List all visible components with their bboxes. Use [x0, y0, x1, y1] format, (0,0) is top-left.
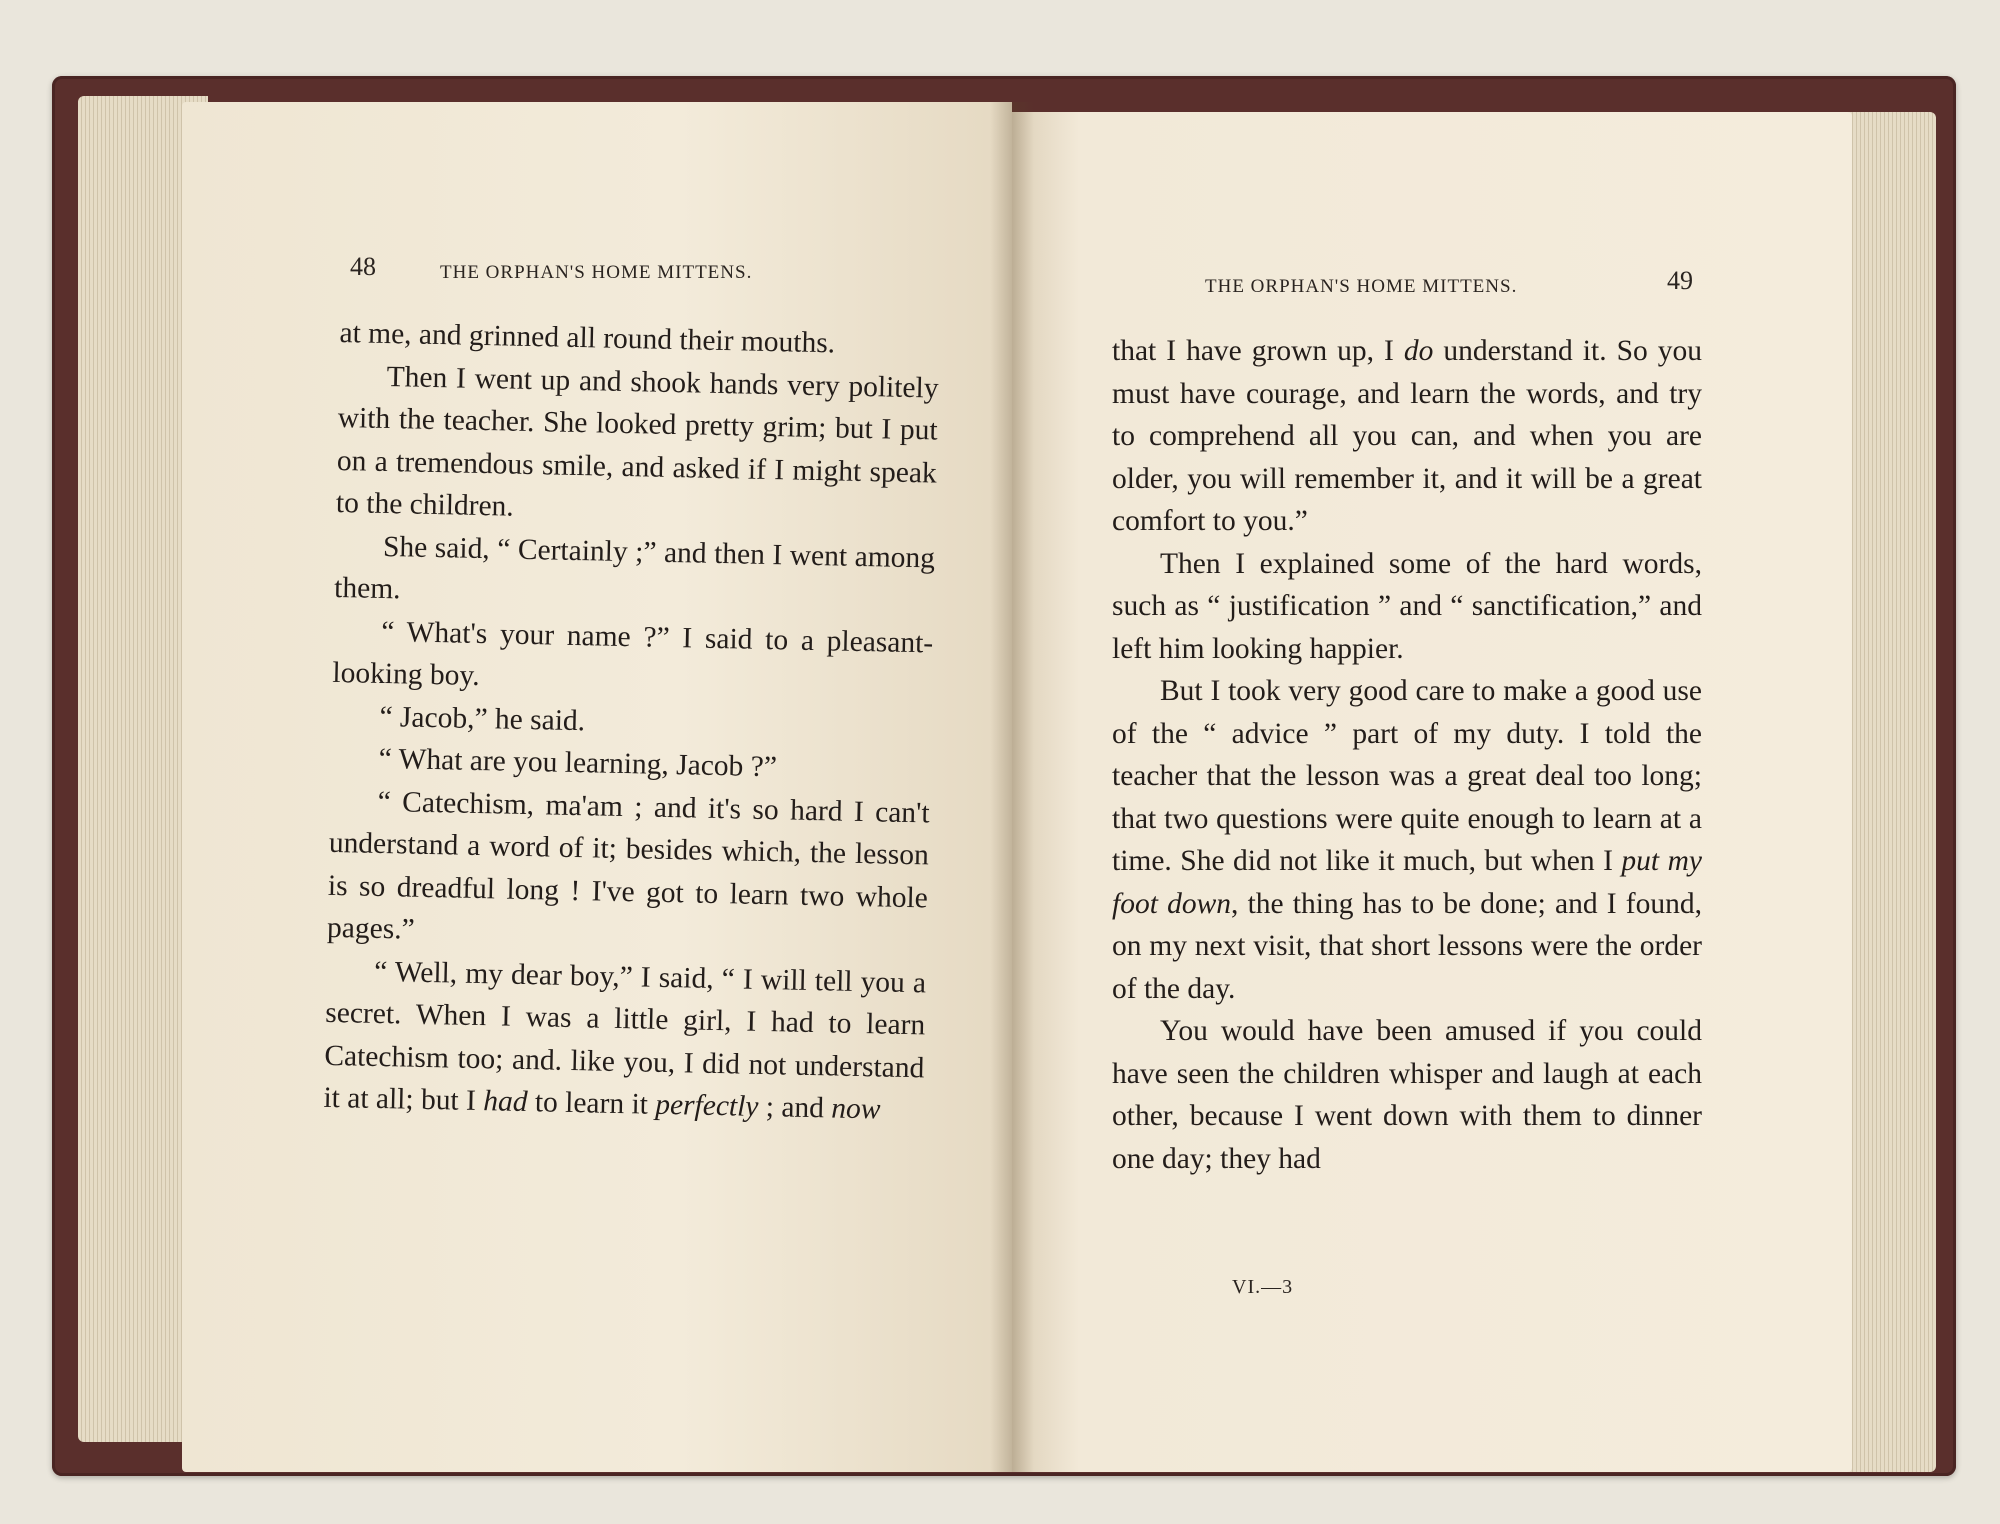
paragraph: at me, and grinned all round their mouths.: [339, 316, 836, 360]
right-running-head: THE ORPHAN'S HOME MITTENS.: [1205, 276, 1518, 297]
text-run: understand it. So you must have courage, and learn the words, and try to comprehend all you can, and when you are older, you will remember it, and it will be a great comfort to you.”: [1112, 335, 1702, 537]
paragraph: You would have been amused if you could have seen the children whisper and laugh at each other, because I went down with them to dinner one day; they had: [1112, 1015, 1702, 1175]
italic-run: now: [831, 1092, 881, 1126]
page-edges-right: [1840, 112, 1936, 1472]
left-page-text: [323, 312, 940, 1132]
text-run: But I took very good care to make a good use of the “ advice ” part of my duty. I told the teacher that the lesson was a great deal too long; that two questions were quite enough to learn at a time. She did not like it much, but when I: [1112, 675, 1702, 877]
text-run: ; and: [758, 1090, 832, 1125]
paragraph: “ Jacob,” he said.: [379, 700, 586, 737]
left-page-number: 48: [350, 252, 376, 281]
text-run: to learn it: [527, 1086, 656, 1121]
paragraph: “ Catechism, ma'am ; and it's so hard I can't understand a word of it; besides which, the lesson is so dreadful long ! I've got to learn two whole pages.”: [326, 785, 930, 946]
paragraph-last: [323, 949, 926, 1132]
right-page-number: 49: [1667, 266, 1693, 295]
text-run: , the thing has to be done; and I found, on my next visit, that short lessons were the order of the day.: [1112, 887, 1703, 1005]
italic-run: do: [1403, 335, 1434, 367]
paragraph: “ What are you learning, Jacob ?”: [378, 742, 778, 784]
paragraph: [1112, 330, 1702, 543]
paragraph: She said, “ Certainly ;” and then I went among them.: [333, 530, 936, 606]
italic-run: put my foot down: [1112, 845, 1702, 920]
text-run: that I have grown up, I: [1112, 335, 1404, 367]
paragraph: Then I went up and shook hands very politely with the teacher. She looked pretty grim; but I put on a tremendous smile, and asked if I might speak to the children.: [335, 360, 939, 523]
right-page-text: [1112, 330, 1702, 1180]
text-run: “ Well, my dear boy,” I said, “ I will tell you a secret. When I was a little girl, I had to learn Catechism too; and. like you, I did not understand it at all; but I: [323, 955, 927, 1118]
signature-mark: VI.—3: [1232, 1276, 1294, 1298]
left-running-head: THE ORPHAN'S HOME MITTENS.: [440, 262, 753, 283]
italic-run: perfectly: [654, 1088, 759, 1123]
paragraph: [1112, 670, 1702, 1010]
paragraph: “ What's your name ?” I said to a pleasant-looking boy.: [332, 615, 934, 693]
paragraph: Then I explained some of the hard words, such as “ justification ” and “ sanctification,” and left him looking happier.: [1112, 547, 1702, 665]
book-gutter: [990, 102, 1034, 1472]
italic-run: had: [482, 1085, 528, 1119]
